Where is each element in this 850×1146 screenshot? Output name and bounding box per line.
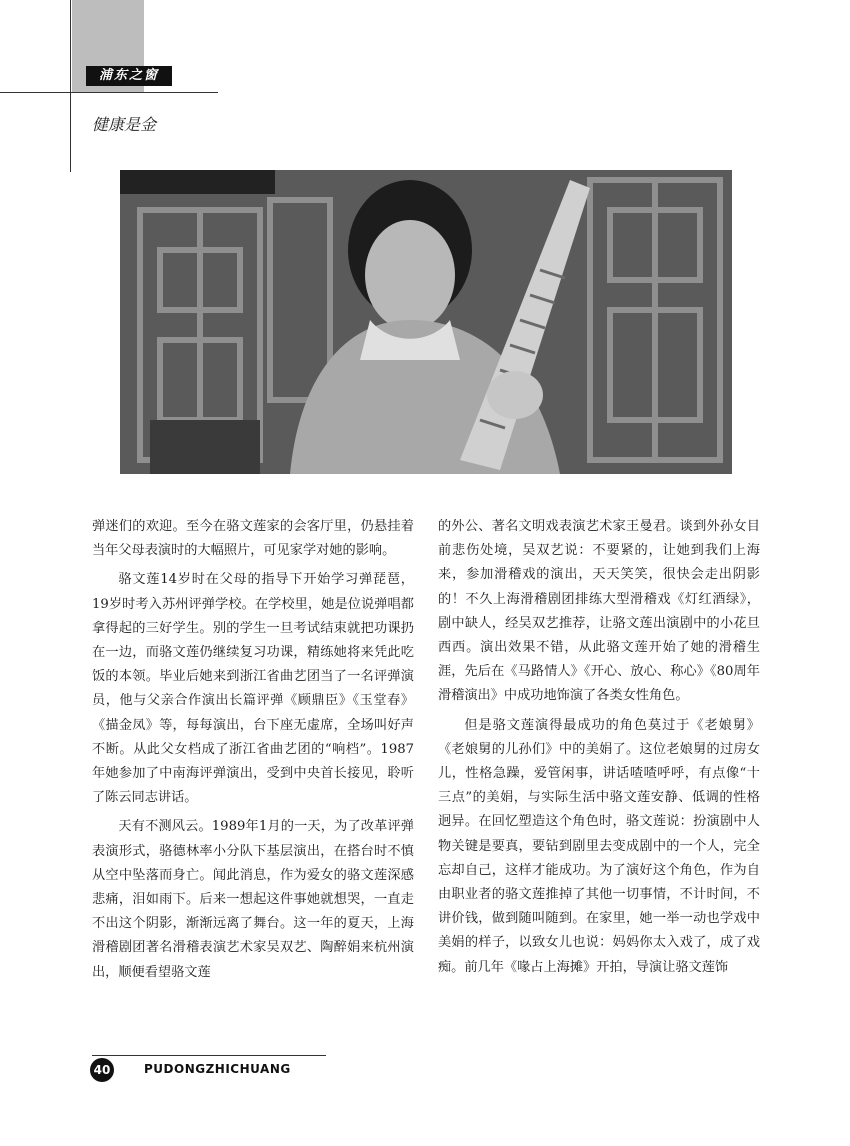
magazine-name: PUDONGZHICHUANG <box>144 1062 291 1076</box>
paragraph: 的外公、著名文明戏表演艺术家王曼君。谈到外孙女目前悲伤处境，吴双艺说：不要紧的，让她到我们上海来，参加滑稽戏的演出，天天笑笑，很快会走出阴影的！不久上海滑稽剧团排练大型滑稽戏《灯红酒绿》，剧中缺人，经吴双艺推荐，让骆文莲出演剧中的小花旦西西。演出效果不错，从此骆文莲开始了她的滑稽生涯，先后在《马路情人》《开心、放心、称心》《80周年滑稽演出》中成功地饰演了各类女性角色。 <box>438 519 760 704</box>
page-number: 40 <box>90 1058 114 1082</box>
header-horizontal-rule <box>0 92 218 93</box>
paragraph: 但是骆文莲演得最成功的角色莫过于《老娘舅》《老娘舅的儿孙们》中的美娟了。这位老娘舅的过房女儿，性格急躁，爱管闲事，讲话喳喳呼呼，有点像“十三点”的美娟，与实际生活中骆文莲安静、低调的性格迥异。在回忆塑造这个角色时，骆文莲说：扮演剧中人物关键是要真，要钻到剧里去变成剧中的一个人，完全忘却自己，这样才能成功。为了演好这个角色，作为自由职业者的骆文莲推掉了其他一切事情，不计时间，不讲价钱，做到随叫随到。在家里，她一举一动也学戏中美娟的样子，以致女儿也说：妈妈你太入戏了，成了戏痴。前几年《喙占上海摊》开拍，导演让骆文莲饰 <box>438 717 760 975</box>
article-column-left <box>92 515 414 985</box>
section-title: 健康是金 <box>92 115 157 134</box>
paragraph: 天有不测风云。1989年1月的一天，为了改革评弹表演形式，骆德林率小分队下基层演出，在搭台时不慎从空中坠落而身亡。闻此消息，作为爱女的骆文莲深感悲痛，泪如雨下。后来一想起这件事她就想哭，一直走不出这个阴影，渐渐远离了舞台。这一年的夏天，上海滑稽剧团著名滑稽表演艺术家吴双艺、陶醉娟来杭州演出，顺便看望骆文莲 <box>92 819 414 980</box>
photo-of-performer-with-pipa <box>120 170 732 474</box>
footer-rule <box>92 1055 326 1056</box>
photo-illustration <box>120 170 732 474</box>
paragraph: 弹迷们的欢迎。至今在骆文莲家的会客厅里，仍悬挂着当年父母表演时的大幅照片，可见家学对她的影响。 <box>92 519 414 559</box>
column-logo: 浦东之窗 <box>86 66 172 86</box>
paragraph: 骆文莲14岁时在父母的指导下开始学习弹琵琶，19岁时考入苏州评弹学校。在学校里，她是位说弹唱都拿得起的三好学生。别的学生一旦考试结束就把功课扔在一边，而骆文莲仍继续复习功课，精练她将来凭此吃饭的本领。毕业后她来到浙江省曲艺团当了一名评弹演员，他与父亲合作演出长篇评弹《顾鼎臣》《玉堂春》《描金凤》等，每每演出，台下座无虚席，全场叫好声不断。从此父女档成了浙江省曲艺团的“响档”。1987年她参加了中南海评弹演出，受到中央首长接见，聆听了陈云同志讲话。 <box>92 572 414 806</box>
article-column-right <box>438 515 760 980</box>
header-vertical-rule <box>70 0 71 172</box>
